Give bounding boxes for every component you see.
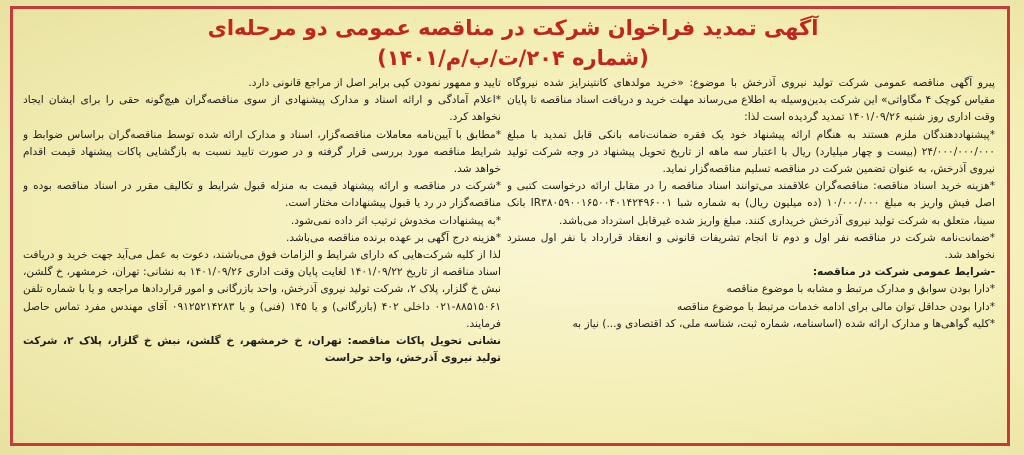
left-column [23, 75, 501, 441]
ad-border-frame [10, 6, 1010, 446]
paragraph-defective-bids: *به پیشنهادات مخدوش ترتیب اثر داده نمی‌شود. [290, 214, 501, 227]
paragraph-guarantee-return: *ضمانت‌نامه شرکت در مناقصه نفر اول و دوم تا انجام تشریفات قانونی و انعقاد قرارداد با نفر اول مسترد نخواهد شد. [507, 231, 995, 262]
delivery-address: نشانی تحویل پاکات مناقصه: تهران، خ خرمشهر، خ گلشن، نبش خ گلزار، پلاک ۲، شرکت تولید نیروی آذرخش، واحد حراست [23, 335, 501, 365]
general-conditions-heading: -شرایط عمومی شرکت در مناقصه: [812, 266, 995, 279]
paragraph-continuation: تایید و ممهور نمودن کپی برابر اصل از مراجع قانونی دارد. [248, 77, 501, 89]
right-column [507, 75, 995, 441]
condition-item: *دارا بودن سوابق و مدارک مرتبط و مشابه با موضوع مناقصه [726, 283, 995, 296]
condition-item: *دارا بودن حداقل توان مالی برای ادامه خدمات مرتبط با موضوع مناقصه [676, 300, 995, 313]
paragraph-ad-cost: *هزینه درج آگهی بر عهده برنده مناقصه می‌باشد. [286, 231, 501, 244]
paragraph-acceptance: *شرکت در مناقصه و ارائه پیشنهاد قیمت به منزله قبول شرایط و تکالیف مقرر در اسناد مناقصه بوده و مناقصه‌گزار در رد یا قبول پیشنهادات مختار است. [23, 180, 501, 210]
paragraph-invitation: لذا از کلیه شرکت‌هایی که دارای شرایط و الزامات فوق می‌باشند، دعوت به عمل می‌آید جهت خرید و دریافت اسناد مناقصه از تاریخ ۱۴۰۱/۰۹/۲۲ لغایت پایان وقت اداری ۱۴۰۱/۰۹/۲۶ به نشانی: تهران، خرمشهر، خ گلشن، نبش خ گلزار، پلاک ۲، شرکت تولید نیروی آذرخش، واحد بازرگانی و امور قراردادها مراجعه و یا با شماره تلفن ۸۸۵۱۵۰۶۱-۰۲۱ داخلی ۴۰۲ (بازرگانی) و یا ۱۴۵ (فنی) و یا ۰۹۱۲۵۲۱۴۲۸۳ آقای مهندس مفرد تماس حاصل فرمایند. [23, 249, 501, 330]
paragraph-no-rights: *اعلام آمادگی و ارائه اسناد و مدارک پیشنهادی از سوی مناقصه‌گران هیچ‌گونه حقی را برای ایشان ایجاد نخواهد کرد. [23, 94, 501, 124]
paragraph-document-fee: *هزینه خرید اسناد مناقصه: مناقصه‌گران علاقمند می‌توانند اسناد مناقصه را در مقابل ارائه درخواست کتبی و اصل فیش واریز به مبلغ ۱۰/۰۰۰/۰۰۰ (ده میلیون ریال) به شماره شبا IR۳۸۰۵۹۰۰۱۶۵۰۰۴۰۱۴۲۴۹۶۰۰۱ بانک سینا، متعلق به شرکت تولید نیروی آذرخش خریداری کنند. مبلغ واریز شده غیرقابل استرداد می‌باشد. [507, 180, 995, 227]
tender-number: (شماره ۲۰۴/ت/ب/م/۱۴۰۱) [377, 46, 649, 70]
paragraph-evaluation: *مطابق با آیین‌نامه معاملات مناقصه‌گزار، اسناد و مدارک ارائه شده توسط مناقصه‌گران براساس ضوابط و شرایط مناقصه مورد بررسی قرار گرفته و در صورت تایید نسبت به بازگشایی پاکات پیشنهاد قیمت اقدام خواهد شد. [23, 128, 501, 176]
paragraph-intro: پیرو آگهی مناقصه عمومی شرکت تولید نیروی آذرخش با موضوع: «خرید مولدهای کانتینرایز شده نیروگاه مقیاس کوچک ۴ مگاواتی» این شرکت بدین‌وسیله به اطلاع می‌رساند مهلت خرید و دریافت اسناد مناقصه تا پایان وقت اداری روز شنبه ۱۴۰۱/۰۹/۲۶ تمدید گردیده است لذا: [507, 77, 995, 124]
ad-title: آگهی تمدید فراخوان شرکت در مناقصه عمومی دو مرحله‌ای [207, 16, 819, 40]
condition-item: *کلیه گواهی‌ها و مدارک ارائه شده (اساسنامه، شماره ثبت، شناسه ملی، کد اقتصادی و...) نیاز به [572, 317, 995, 330]
paragraph-guarantee: *پیشنهاددهندگان ملزم هستند به هنگام ارائه پیشنهاد خود یک فقره ضمانت‌نامه بانکی قابل تمدید با مبلغ ۲۴/۰۰۰/۰۰۰/۰۰۰ (بیست و چهار میلیارد) ریال با اعتبار سه ماهه از تاریخ تحویل پیشنهاد در وجه شرکت تولید نیروی آذرخش، به عنوان تضمین شرکت در مناقصه تسلیم مناقصه‌گزار نماید. [507, 128, 995, 176]
